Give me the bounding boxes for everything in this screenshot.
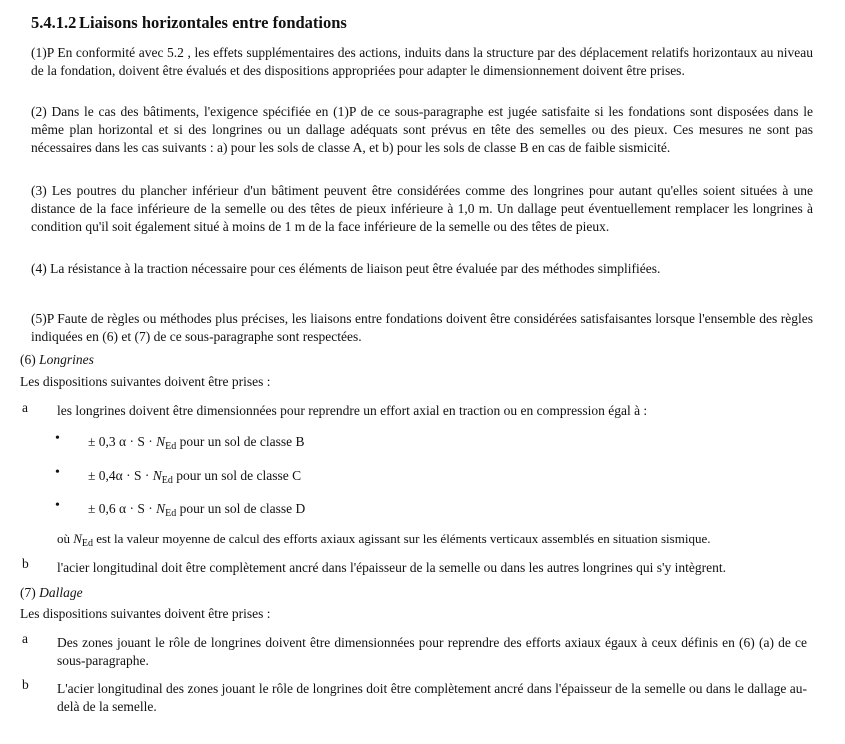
dallage-heading [20,584,83,602]
bullet-class-c [88,467,301,490]
bullet-subscript: Ed [165,441,177,452]
dallage-item-a: Des zones jouant le rôle de longrines doivent être dimensionnées pour reprendre des efforts axiaux égaux à ceux définis en (6) (a) de ce sous-paragraphe. [57,635,807,668]
paragraph-4: (4) La résistance à la traction nécessaire pour ces éléments de liaison peut être évaluée par des méthodes simplifiées. [31,261,661,276]
bullet-coef: ± 0,6 α · S · [88,501,157,516]
longrines-item-a: les longrines doivent être dimensionnées pour reprendre un effort axial en traction ou en compression égal à : [57,403,648,418]
longrines-title: Longrines [39,352,94,367]
ned-subscript: Ed [81,538,94,549]
paragraph-2: (2) Dans le cas des bâtiments, l'exigence spécifiée en (1)P de ce sous-paragraphe est jugée satisfaite si les fondations sont disposées dans le même plan horizontal et si des longrines ou un dallage adéquats sont prévus en tête des semelles ou des pieux. Ces mesures ne sont pas nécessaires dans les cas suivants : a) pour les sols de classe A, et b) pour les sols de classe B en cas de faible sismicité. [31,104,813,155]
longrines-intro: Les dispositions suivantes doivent être prises : [20,374,271,389]
dallage-item-a-marker: a [22,631,28,646]
longrines-heading [20,351,94,369]
bullet-symbol: N [156,501,166,516]
paragraph-3: (3) Les poutres du plancher inférieur d'un bâtiment peuvent être considérées comme des longrines pour autant qu'elles soient situées à une distance de la face inférieure de la semelle ou des têtes de pieux inférieure à 1,0 m. Un dallage peut éventuellement remplacer les longrines à condition qu'il soit également situé à moins de 1 m de la face inférieure de la semelle ou des têtes de pieux. [31,183,813,234]
bullet-symbol: N [152,468,162,483]
bullet-tail: pour un sol de classe C [172,468,302,483]
bullet-subscript: Ed [165,508,177,519]
bullet-subscript: Ed [161,475,173,486]
bullet-symbol: N [156,434,166,449]
paragraph-1: (1)P En conformité avec 5.2 , les effets supplémentaires des actions, induits dans la structure par des déplacement relatifs horizontaux au niveau de la fondation, doivent être évalués et des dispositions appropriées pour adapter le dimensionnement doivent être prises. [31,45,813,78]
bullet-icon: • [55,431,60,446]
ned-definition [57,530,710,553]
section-number: 5.4.1.2 [31,13,77,32]
bullet-coef: ± 0,3 α · S · [88,434,157,449]
bullet-tail: pour un sol de classe D [176,501,306,516]
bullet-icon: • [55,498,60,513]
paragraph-5: (5)P Faute de règles ou méthodes plus précises, les liaisons entre fondations doivent être considérées satisfaisantes lorsque l'ensemble des règles indiquées en (6) et (7) de ce sous-paragraphe sont respectées. [31,311,813,344]
section-heading [31,13,347,33]
longrines-item-b-marker: b [22,556,29,571]
dallage-title: Dallage [39,585,83,600]
dallage-number: (7) [20,585,36,600]
bullet-coef: ± 0,4α · S · [88,468,153,483]
dallage-intro: Les dispositions suivantes doivent être prises : [20,606,271,621]
bullet-tail: pour un sol de classe B [176,434,305,449]
longrines-item-b: l'acier longitudinal doit être complètement ancré dans l'épaisseur de la semelle ou dans les autres longrines qui s'y intègrent. [57,560,726,575]
dallage-item-b: L'acier longitudinal des zones jouant le rôle de longrines doit être complètement ancré dans l'épaisseur de la semelle ou dans le dallage au-delà de la semelle. [57,681,807,714]
dallage-item-b-marker: b [22,677,29,692]
ned-text: est la valeur moyenne de calcul des efforts axiaux agissant sur les éléments verticaux assemblés en situation sismique. [93,531,711,546]
bullet-icon: • [55,465,60,480]
longrines-number: (6) [20,352,36,367]
bullet-class-d [88,500,305,523]
longrines-item-a-marker: a [22,400,28,415]
bullet-class-b [88,433,304,456]
section-title: Liaisons horizontales entre fondations [79,13,347,32]
ned-symbol: N [73,531,82,546]
ned-prefix: où [57,531,74,546]
